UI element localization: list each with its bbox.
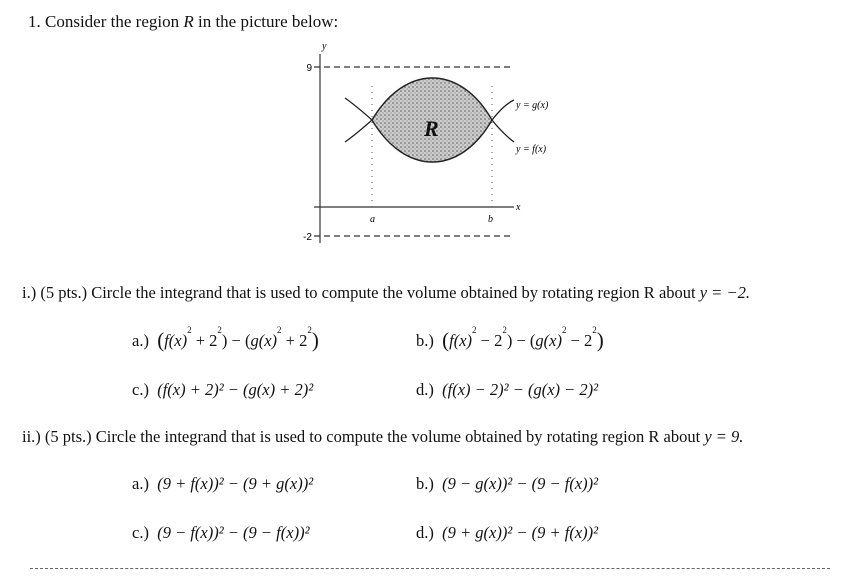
paren: ( [442, 328, 450, 352]
exponent: 2 [502, 325, 507, 335]
option-label: c.) [132, 380, 149, 399]
y-axis-label: y [322, 41, 327, 52]
option-expression: (f(x) − 2)² − (g(x) − 2)² [442, 380, 599, 399]
exponent: 2 [277, 325, 282, 335]
part-i-axis: y = −2. [699, 283, 750, 302]
option-label: d.) [416, 380, 434, 399]
term-const: + 2 [191, 331, 218, 350]
option-label: c.) [132, 523, 149, 542]
tick-label-neg2: -2 [303, 232, 312, 243]
question-heading [28, 12, 338, 32]
region-label: R [424, 116, 439, 141]
term-f: f(x) [164, 331, 188, 350]
paren: ( [157, 328, 165, 352]
option-expression: (9 + f(x))² − (9 + g(x))² [157, 474, 314, 493]
exponent: 2 [187, 325, 192, 335]
tick-label-a: a [370, 214, 375, 225]
term-const: − 2 [476, 331, 503, 350]
part-ii-prompt [22, 427, 743, 447]
question-text-after: in the picture below: [193, 12, 339, 31]
region-figure [300, 38, 570, 248]
x-axis-label: x [516, 202, 521, 213]
question-region-symbol: R [183, 12, 194, 31]
curve-g-right [492, 100, 514, 120]
term-const: + 2 [281, 331, 308, 350]
part-ii-option-b[interactable] [416, 474, 598, 494]
option-label: d.) [416, 523, 434, 542]
exponent: 2 [307, 325, 312, 335]
exponent: 2 [561, 325, 567, 335]
exponent: 2 [472, 325, 477, 335]
part-i-prompt-text: i.) (5 pts.) Circle the integrand that is used to compute the volume obtained by rotating region R about [22, 283, 700, 302]
question-number: 1. [28, 12, 41, 31]
part-i-prompt [22, 283, 750, 303]
term-g: g(x) [535, 331, 562, 350]
curve-g-left [345, 120, 372, 142]
option-label: a.) [132, 331, 149, 350]
exponent: 2 [217, 325, 222, 335]
curve-f-label: y = f(x) [516, 144, 547, 155]
part-i-option-c[interactable] [132, 380, 313, 400]
part-i-option-a[interactable] [132, 327, 319, 352]
tick-label-9: 9 [306, 63, 312, 74]
option-label: b.) [416, 474, 434, 493]
part-ii-prompt-text: ii.) (5 pts.) Circle the integrand that is used to compute the volume obtained by rotating region R about [22, 427, 705, 446]
part-i-option-d[interactable] [416, 380, 598, 400]
term-g: g(x) [250, 331, 278, 350]
tick-label-b: b [488, 214, 493, 225]
term-const: − 2 [566, 331, 593, 350]
curve-g-label: y = g(x) [516, 100, 549, 111]
bottom-divider [30, 568, 830, 569]
option-expression: (f(x) + 2)² − (g(x) + 2)² [157, 380, 314, 399]
exponent: 2 [592, 325, 597, 335]
operator: ) − ( [506, 331, 536, 350]
option-expression: (9 − g(x))² − (9 − f(x))² [442, 474, 599, 493]
part-ii-option-c[interactable] [132, 523, 310, 543]
option-label: a.) [132, 474, 149, 493]
part-ii-axis: y = 9. [704, 427, 744, 446]
part-ii-option-d[interactable] [416, 523, 598, 543]
part-i-option-b[interactable] [416, 327, 604, 352]
option-label: b.) [416, 331, 434, 350]
question-text-before: Consider the region [45, 12, 184, 31]
curve-f-left [345, 98, 372, 120]
operator: ) − ( [221, 331, 251, 350]
part-ii-option-a[interactable] [132, 474, 313, 494]
curve-f-right [492, 120, 514, 142]
option-expression: (9 − f(x))² − (9 − f(x))² [157, 523, 310, 542]
option-expression: (9 + g(x))² − (9 + f(x))² [442, 523, 599, 542]
paren: ) [596, 328, 604, 352]
term-f: f(x) [449, 331, 473, 350]
paren: ) [311, 328, 319, 352]
